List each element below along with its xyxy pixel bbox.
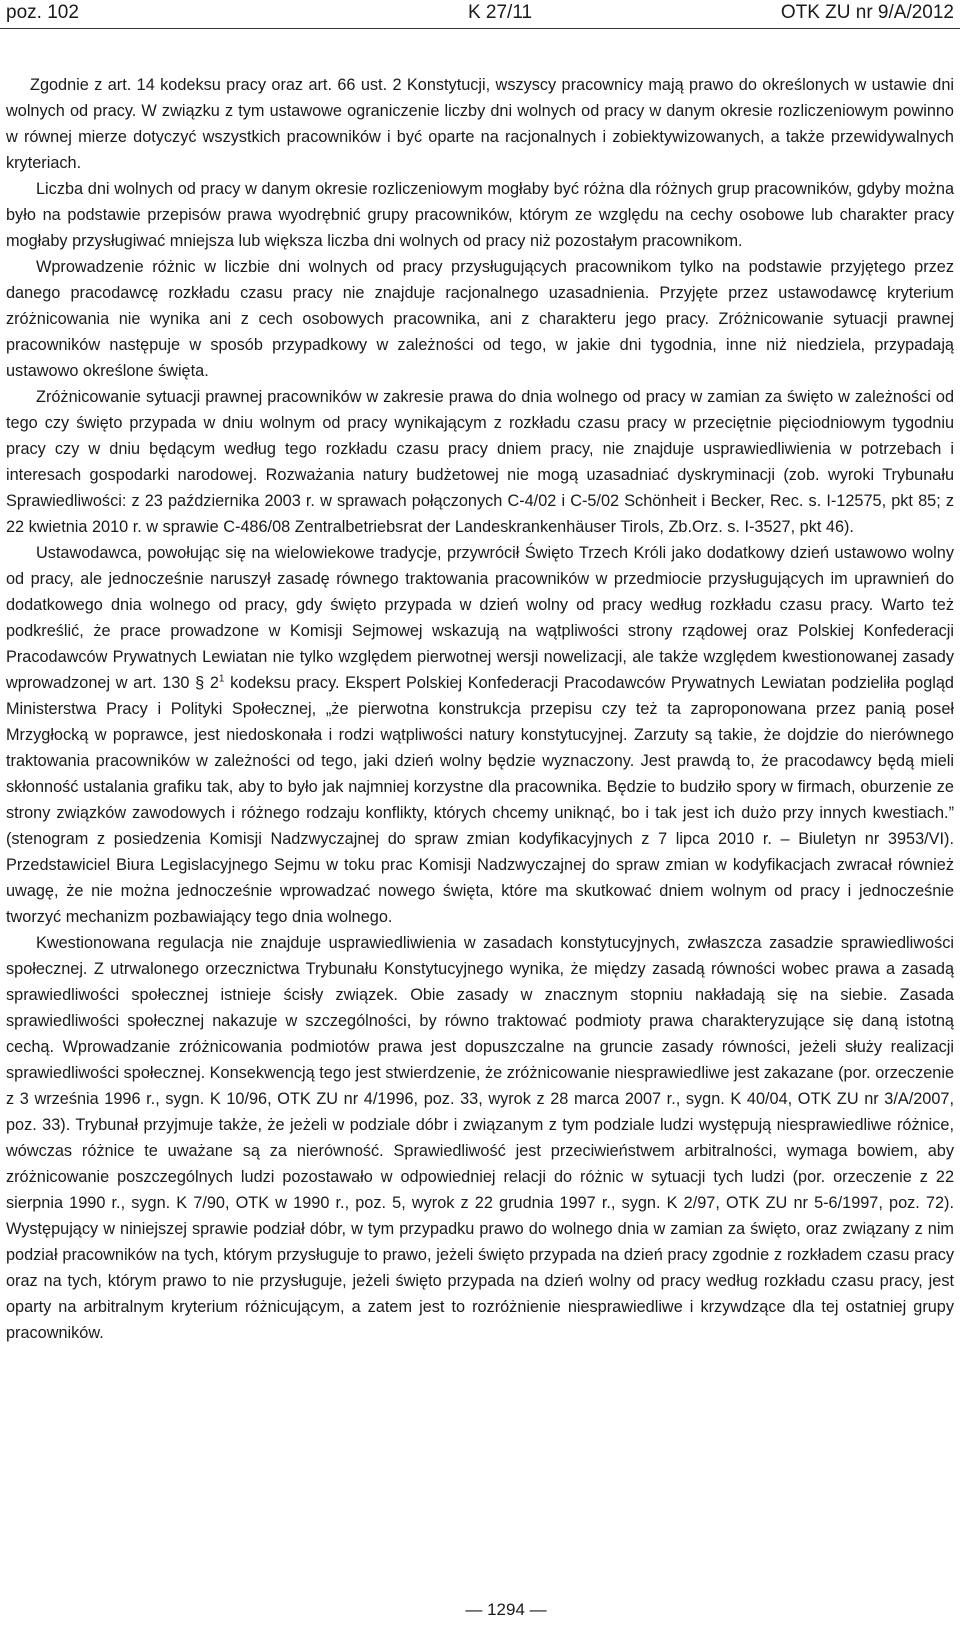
paragraph-1: Zgodnie z art. 14 kodeksu pracy oraz art. 66 ust. 2 Konstytucji, wszyscy pracownicy mają prawo do określonych w ustawie dni wolnych od pracy. W związku z tym ustawowe ograniczenie liczby dni wolnych od pracy w danym okresie rozliczeniowym powinno w równej mierze dotyczyć wszystkich pracowników i być oparte na racjonalnych i zobiektywizowanych, a także przewidywalnych kryteriach. [6, 76, 954, 172]
paragraph-5-part-2: kodeksu pracy. Ekspert Polskiej Konfederacji Pracodawców Prywatnych Lewiatan podzieliła pogląd Ministerstwa Pracy i Polityki Społecznej, „że pierwotna konstrukcja przepisu czy też ta zaproponowana przez panią poseł Mrzygłocką w poprawce, jest niedoskonała i rodzi wątpliwości natury konstytucyjnej. Zarzuty są takie, że dojdzie do nierównego traktowania pracowników w zależności od tego, jaki dzień wolny będzie wyznaczony. Jest prawdą to, że pracodawcy będą mieli skłonność ustalania grafiku tak, aby to było jak najmniej korzystne dla pracownika. Będzie to budziło spory w firmach, oburzenie ze strony związków zawodowych i różnego rodzaju konflikty, których chcemy uniknąć, bo i tak jest ich dużo przy innych kwestiach.” (stenogram z posiedzenia Komisji Nadzwyczajnej do spraw zmian kodyfikacyjnych z 7 lipca 2010 r. – Biuletyn nr 3953/VI). Przedstawiciel Biura Legislacyjnego Sejmu w toku prac Komisji Nadzwyczajnej do spraw zmian w kodyfikacjach zwracał również uwagę, że nie można jednocześnie wprowadzać nowego święta, które ma skutkować dniem wolnym od pracy i jednocześnie tworzyć mechanizm pozbawiający tego dnia wolnego. [6, 674, 954, 926]
running-header [6, 0, 954, 30]
case-signature: K 27/11 [467, 2, 533, 23]
document-body [6, 72, 954, 1346]
superscript: 1 [218, 673, 225, 685]
paragraph-4: Zróżnicowanie sytuacji prawnej pracowników w zakresie prawa do dnia wolnego od pracy w zamian za święto w zależności od tego czy święto przypada w dniu wolnym od pracy wynikającym z rozkładu czasu pracy w przeciętnie pięciodniowym tygodniu pracy czy w dniu będącym według tego rozkładu czasu pracy dniem pracy, nie znajduje usprawiedliwienia w potrzebach i interesach gospodarki narodowej. Rozważania natury budżetowej nie mogą uzasadniać dyskryminacji (zob. wyroki Trybunału Sprawiedliwości: z 23 października 2003 r. w sprawach połączonych C-4/02 i C-5/02 Schönheit i Becker, Rec. s. I-12575, pkt 85; z 22 kwietnia 2010 r. w sprawie C-486/08 Zentralbetriebsrat der Landeskrankenhäuser Tirols, Zb.Orz. s. I-3527, pkt 46). [6, 388, 954, 536]
header-rule [0, 28, 960, 29]
journal-reference: OTK ZU nr 9/A/2012 [780, 2, 954, 23]
page-number: — 1294 — [465, 1600, 547, 1619]
paragraph-2: Liczba dni wolnych od pracy w danym okresie rozliczeniowym mogłaby być różna dla różnych grup pracowników, gdyby można było na podstawie przepisów prawa wyodrębnić grupy pracowników, którym ze względu na cechy osobowe lub charakter pracy mogłaby przysługiwać mniejsza lub większa liczba dni wolnych od pracy niż pozostałym pracownikom. [6, 180, 954, 250]
paragraph-5 [6, 540, 954, 930]
paragraph-6: Kwestionowana regulacja nie znajduje usprawiedliwienia w zasadach konstytucyjnych, zwłaszcza zasadzie sprawiedliwości społecznej. Z utrwalonego orzecznictwa Trybunału Konstytucyjnego wynika, że między zasadą równości wobec prawa a zasadą sprawiedliwości społecznej istnieje ścisły związek. Obie zasady w znacznym stopniu nakładają się na siebie. Zasada sprawiedliwości społecznej nakazuje w szczególności, by równo traktować podmioty prawa charakteryzujące się daną istotną cechą. Wprowadzanie zróżnicowania podmiotów prawa jest dopuszczalne na gruncie zasady równości, jeżeli służy realizacji sprawiedliwości społecznej. Konsekwencją tego jest stwierdzenie, że zróżnicowanie niesprawiedliwe jest zakazane (por. orzeczenie z 3 września 1996 r., sygn. K 10/96, OTK ZU nr 4/1996, poz. 33, wyrok z 28 marca 2007 r., sygn. K 40/04, OTK ZU nr 3/A/2007, poz. 33). Trybunał przyjmuje także, że jeżeli w podziale dóbr i związanym z tym podziale ludzi występują niesprawiedliwe różnice, wówczas różnice te uważane są za nierówność. Sprawiedliwość jest przeciwieństwem arbitralności, wymaga bowiem, aby zróżnicowanie poszczególnych ludzi pozostawało w odpowiedniej relacji do różnic w sytuacji tych ludzi (por. orzeczenie z 22 sierpnia 1990 r., sygn. K 7/90, OTK w 1990 r., poz. 5, wyrok z 22 grudnia 1997 r., sygn. K 2/97, OTK ZU nr 5-6/1997, poz. 72). Występujący w niniejszej sprawie podział dóbr, w tym przypadku prawo do wolnego dnia w zamian za święto, oraz związany z nim podział pracowników na tych, którym przysługuje to prawo, jeżeli święto przypada na dzień pracy zgodnie z rozkładem czasu pracy oraz na tych, którym prawo to nie przysługuje, jeżeli święto przypada na dzień wolny od pracy według rozkładu czasu pracy, jest oparty na arbitralnym kryterium różnicującym, a zatem jest to rozróżnienie niesprawiedliwe i krzywdzące dla tej ostatniej grupy pracowników. [6, 934, 954, 1342]
paragraph-5-part-1: Ustawodawca, powołując się na wielowiekowe tradycje, przywrócił Święto Trzech Króli jako dodatkowy dzień ustawowo wolny od pracy, ale jednocześnie naruszył zasadę równego traktowania pracowników w przedmiocie przysługujących im uprawnień do dodatkowego dnia wolnego od pracy, gdy święto przypada w dzień wolny od pracy według rozkładu czasu pracy. Warto też podkreślić, że prace prowadzone w Komisji Sejmowej wskazują na wątpliwości strony rządowej oraz Polskiej Konfederacji Pracodawców Prywatnych Lewiatan nie tylko względem pierwotnej wersji nowelizacji, ale także względem kwestionowanej zasady wprowadzonej w art. 130 § 2 [6, 544, 954, 692]
paragraph-3: Wprowadzenie różnic w liczbie dni wolnych od pracy przysługujących pracownikom tylko na podstawie przyjętego przez danego pracodawcę rozkładu czasu pracy nie znajduje racjonalnego uzasadnienia. Przyjęte przez ustawodawcę kryterium zróżnicowania nie wynika ani z cech osobowych pracownika, ani z charakteru jego pracy. Zróżnicowanie sytuacji prawnej pracowników następuje w sposób przypadkowy w zależności od tego, w jakie dni tygodnia, inne niż niedziela, przypadają ustawowo określone święta. [6, 258, 954, 380]
position-label: poz. 102 [6, 2, 79, 23]
